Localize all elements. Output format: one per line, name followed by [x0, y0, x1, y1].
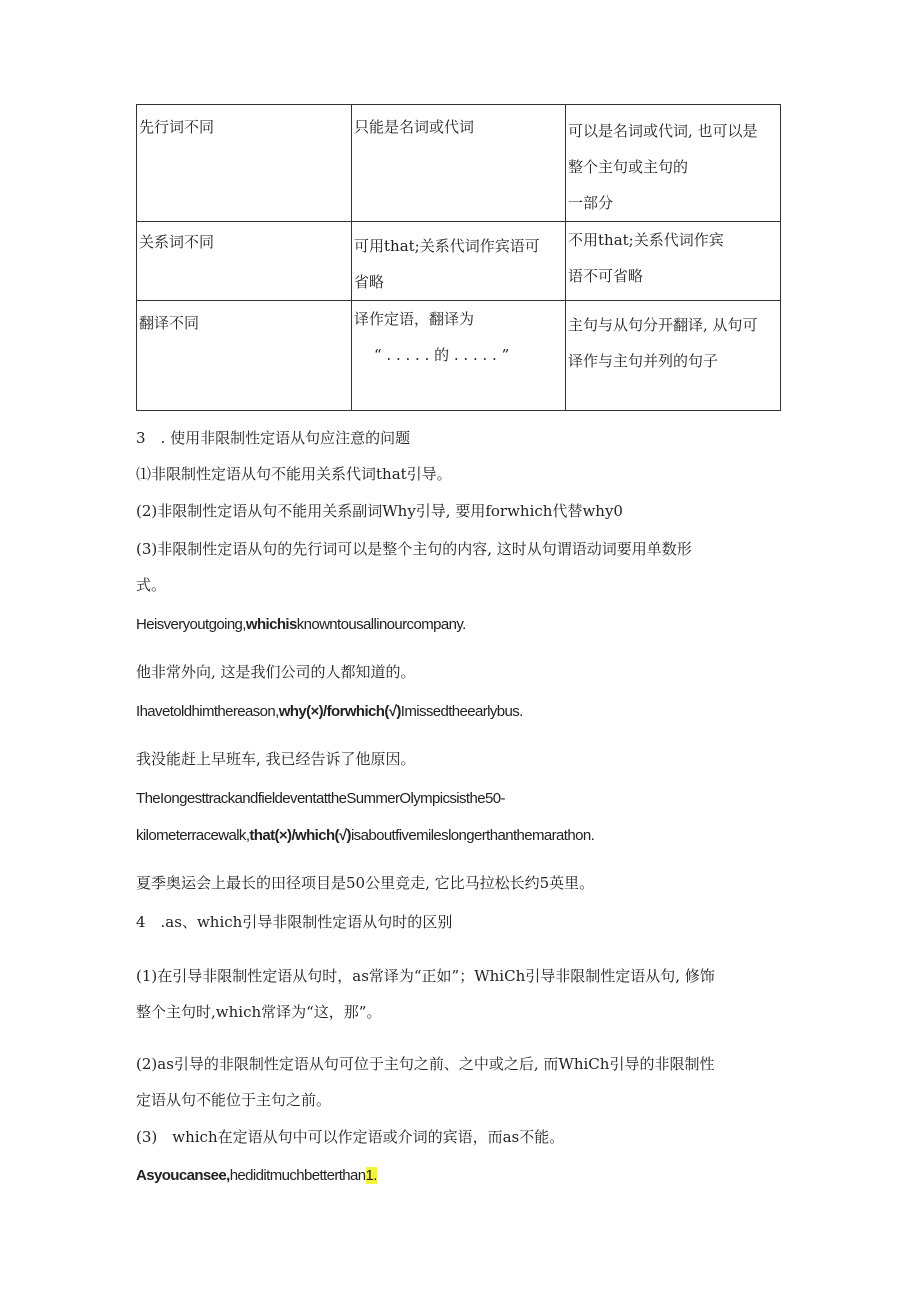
- cell-text: 可以是名词或代词, 也可以是: [568, 122, 758, 140]
- table-cell: [566, 105, 781, 222]
- example-translation-1: 他非常外向, 这是我们公司的人都知道的。: [136, 663, 416, 681]
- example-translation-2: 我没能赶上早班车, 我已经告诉了他原因。: [136, 750, 416, 768]
- example-sentence-3-line-2: kilometerracewalk,that(×)/which(√)isaboutfivemileslongerthanthemarathon.: [136, 827, 595, 844]
- section-3-heading: 3 . 使用非限制性定语从句应注意的问题: [136, 429, 411, 447]
- cell-text: 语不可省略: [568, 267, 644, 285]
- table-row: [137, 301, 781, 411]
- cell-text: 省略: [354, 273, 385, 291]
- table-row: [137, 105, 781, 222]
- rule-item-2: (2)非限制性定语从句不能用关系副词Why引导, 要用forwhich代替why0: [136, 502, 623, 520]
- diff-item-1-line-2: 整个主句时,which常译为“这，那”。: [136, 1003, 382, 1021]
- table-cell: [566, 222, 781, 301]
- example-sentence-2: Ihavetoldhimthereason,why(×)/forwhich(√)Imissedtheearlybus.: [136, 703, 523, 720]
- section-4-heading: 4 .as、which引导非限制性定语从句时的区别: [136, 913, 453, 931]
- highlight-mark: 1.: [365, 1167, 377, 1184]
- row-label: 关系词不同: [139, 233, 215, 251]
- table-cell: [352, 301, 566, 411]
- example-sentence-1: Heisveryoutgoing,whichisknowntousallinourcompany.: [136, 616, 466, 633]
- diff-item-2-line-1: (2)as引导的非限制性定语从句可位于主句之前、之中或之后, 而WhiCh引导的非限制性: [136, 1055, 715, 1073]
- example-sentence-4: Asyoucansee,hediditmuchbetterthan1.: [136, 1167, 377, 1184]
- cell-text: “ . . . . . 的 . . . . . ”: [374, 346, 510, 364]
- cell-text: 不用that;关系代词作宾: [568, 231, 724, 249]
- diff-item-1-line-1: (1)在引导非限制性定语从句时，as常译为“正如”；WhiCh引导非限制性定语从句, 修饰: [136, 967, 715, 985]
- row-label: 翻译不同: [139, 314, 200, 332]
- cell-text: 译作与主句并列的句子: [568, 352, 719, 370]
- table-cell: [352, 222, 566, 301]
- table-cell: [566, 301, 781, 411]
- cell-text: 主句与从句分开翻译, 从句可: [568, 316, 758, 334]
- example-sentence-3-line-1: TheIongesttrackandfieldeventattheSummerOlympicsisthe50-: [136, 790, 505, 807]
- cell-text: 一部分: [568, 194, 614, 212]
- table-row: [137, 222, 781, 301]
- diff-item-2-line-2: 定语从句不能位于主句之前。: [136, 1091, 332, 1109]
- cell-text: 整个主句或主句的: [568, 158, 689, 176]
- example-translation-3: 夏季奥运会上最长的田径项目是50公里竞走, 它比马拉松长约5英里。: [136, 874, 595, 892]
- row-label: 先行词不同: [139, 118, 215, 136]
- comparison-table: [136, 104, 781, 411]
- cell-text: 译作定语，翻译为: [354, 310, 475, 328]
- rule-item-1: ⑴非限制性定语从句不能用关系代词that引导。: [136, 465, 452, 483]
- cell-text: 只能是名词或代词: [354, 118, 475, 136]
- diff-item-3: (3) which在定语从句中可以作定语或介词的宾语，而as不能。: [136, 1128, 565, 1146]
- table-cell: [137, 222, 352, 301]
- rule-item-3-line-2: 式。: [136, 576, 167, 594]
- cell-text: 可用that;关系代词作宾语可: [354, 237, 540, 255]
- rule-item-3-line-1: (3)非限制性定语从句的先行词可以是整个主句的内容, 这时从句谓语动词要用单数形: [136, 540, 692, 558]
- table-cell: [137, 301, 352, 411]
- table-cell: [352, 105, 566, 222]
- table-cell: [137, 105, 352, 222]
